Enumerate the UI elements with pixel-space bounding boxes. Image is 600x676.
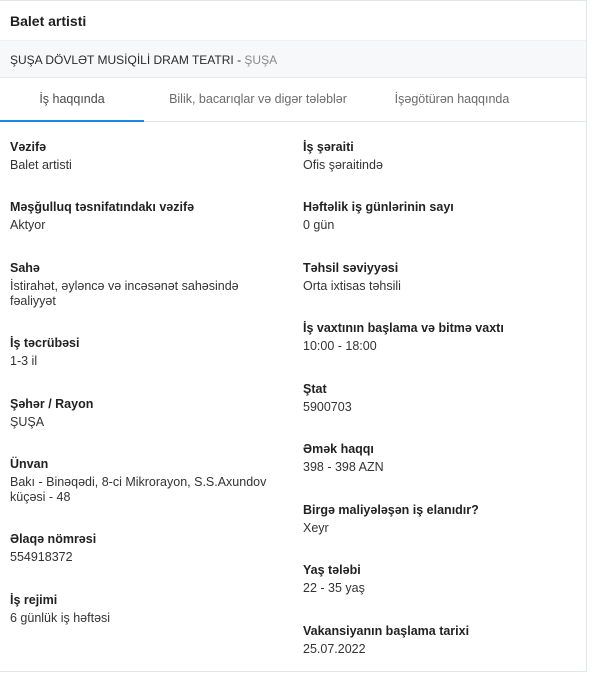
field-value: Balet artisti	[10, 158, 72, 172]
field-work-hours	[303, 320, 573, 354]
field-vacancy-start-date	[303, 623, 573, 657]
field-address	[10, 456, 280, 505]
field-salary	[303, 441, 573, 475]
organization-separator: -	[233, 53, 245, 67]
field-value: Orta ixtisas təhsili	[303, 279, 401, 293]
field-value: ŞUŞA	[10, 415, 45, 429]
page-title: Balet artisti	[10, 13, 87, 29]
field-label: Təhsil səviyyəsi	[303, 261, 399, 275]
field-position	[10, 139, 280, 173]
field-label: Əmək haqqı	[303, 442, 374, 456]
field-value: 554918372	[10, 550, 73, 564]
organization-name[interactable]: ŞUŞA DÖVLƏT MUSİQİLİ DRAM TEATRI	[10, 53, 234, 67]
field-staff-unit	[303, 381, 573, 415]
field-label: Vakansiyanın başlama tarixi	[303, 624, 470, 638]
organization-line	[10, 53, 277, 67]
field-label: Ünvan	[10, 457, 49, 471]
field-classification-position	[10, 199, 280, 233]
field-education-level	[303, 260, 573, 294]
field-label: Əlaqə nömrəsi	[10, 532, 97, 546]
field-value: 22 - 35 yaş	[303, 581, 365, 595]
field-label: Vəzifə	[10, 140, 47, 154]
field-weekly-workdays	[303, 199, 573, 233]
field-city	[10, 396, 280, 430]
field-value: Xeyr	[303, 521, 329, 535]
field-value: İstirahət, əyləncə və incəsənət sahəsində fəaliyyət	[10, 279, 239, 308]
tab-skills-requirements[interactable]: Bilik, bacarıqlar və digər tələblər	[169, 92, 347, 106]
field-cofinanced	[303, 502, 573, 536]
tab-about-employer[interactable]: İşəgötürən haqqında	[394, 92, 510, 106]
field-value: 5900703	[303, 400, 352, 414]
tab-about-job[interactable]: İş haqqında	[0, 77, 144, 121]
field-label: Birgə maliyələşən iş elanıdır?	[303, 503, 479, 517]
field-label: Ştat	[303, 382, 327, 396]
field-work-mode	[10, 592, 280, 626]
field-value: 1-3 il	[10, 354, 38, 368]
field-label: Məşğulluq təsnifatındakı vəzifə	[10, 200, 195, 214]
field-age-requirement	[303, 562, 573, 596]
field-value: 398 - 398 AZN	[303, 460, 384, 474]
field-work-conditions	[303, 139, 573, 173]
field-value: 25.07.2022	[303, 642, 366, 656]
organization-bar	[0, 40, 586, 78]
field-value: Aktyor	[10, 218, 46, 232]
field-value: Ofis şəraitində	[303, 158, 383, 172]
field-label: Şəhər / Rayon	[10, 397, 94, 411]
organization-city: ŞUŞA	[244, 53, 278, 67]
field-sector	[10, 260, 280, 309]
field-label: Həftəlik iş günlərinin sayı	[303, 200, 454, 214]
field-label: İş şəraiti	[303, 140, 354, 154]
field-value: 6 günlük iş həftəsi	[10, 611, 111, 625]
field-label: İş təcrübəsi	[10, 336, 80, 350]
field-label: Sahə	[10, 261, 40, 275]
field-label: Yaş tələbi	[303, 563, 361, 577]
tab-bar	[0, 77, 586, 122]
field-label: İş vaxtının başlama və bitmə vaxtı	[303, 321, 504, 335]
field-value: Bakı - Binəqədi, 8-ci Mikrorayon, S.S.Axundov küçəsi - 48	[10, 475, 267, 504]
field-experience	[10, 335, 280, 369]
field-value: 10:00 - 18:00	[303, 339, 377, 353]
field-value: 0 gün	[303, 218, 335, 232]
field-label: İş rejimi	[10, 593, 58, 607]
field-contact-number	[10, 531, 280, 565]
